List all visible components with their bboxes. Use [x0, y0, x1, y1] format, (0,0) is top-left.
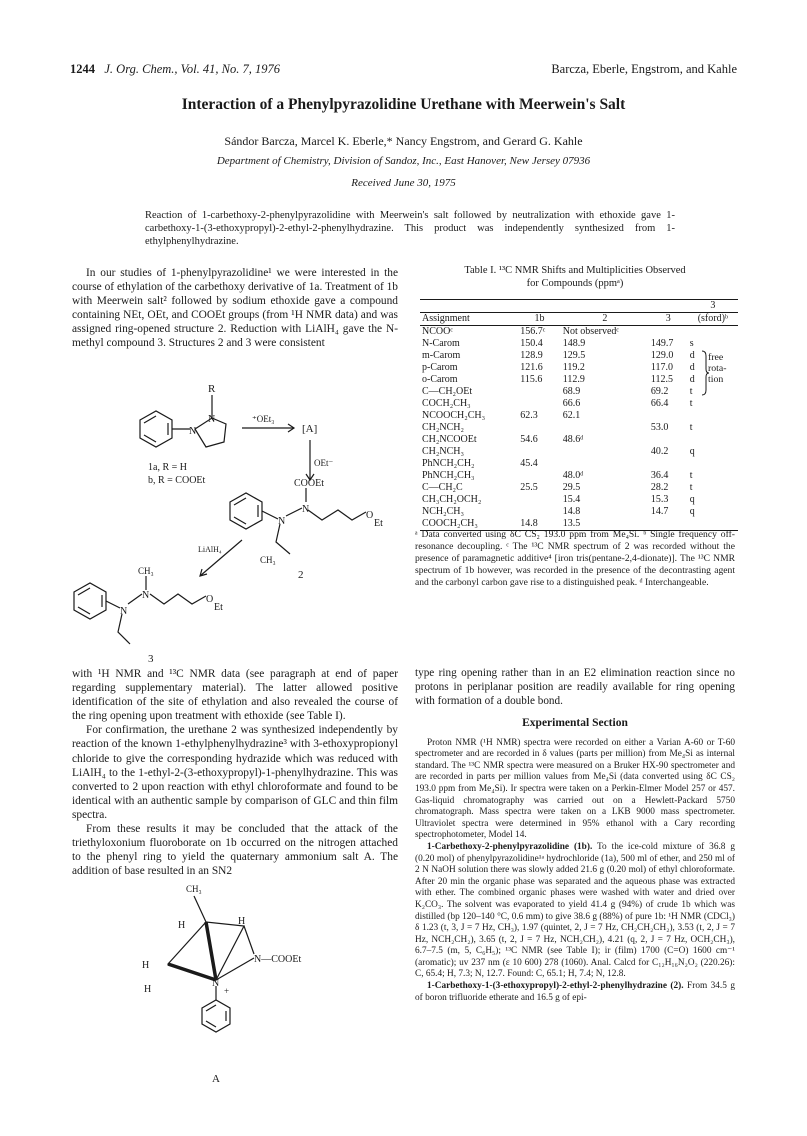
et-label-2: Et: [374, 518, 383, 529]
paper-title: Interaction of a Phenylpyrazolidine Urethane with Meerwein's Salt: [181, 96, 626, 113]
table-header-cell: 1b: [518, 313, 561, 326]
paragraph: From these results it may be concluded that the attack of the triethyloxonium fluoroborate on 1b occurred on the nitrogen attached to the phenyl ring to yield the quaternary ammonium salt A. The addition of base resulted in an SN2: [72, 823, 398, 878]
table-footnotes: ᵃ Data converted using δC CS₂ 193.0 ppm from Me₄Si. ᵇ Single frequency off-resonance decoupling. ᶜ The ¹³C NMR spectrum of 2 was recorded without the presence of paramagnetic additive⁴ [iron tris(pentane-2,4-dionate)]. The ¹³C NMR spectrum of 1b however, was recorded in the presence of the decontrasting agent and the carbonyl carbon gave rise to a distinguished peak. ᵈ Interchangeable.: [415, 529, 735, 588]
compound-2-structure: [230, 488, 366, 554]
table-cell: [518, 398, 561, 410]
table-cell: s: [689, 338, 694, 349]
paragraph: 1-Carbethoxy-1-(3-ethoxypropyl)-2-ethyl-2-phenylhydrazine (2). From 34.5 g of boron trifluoride etherate and 16.5 g of epi-: [415, 981, 735, 1003]
table-header-cell: 2: [561, 313, 649, 326]
table-row: [420, 410, 738, 422]
table-cell: m-Carom: [422, 350, 461, 361]
label-1a: 1a, R = H: [148, 462, 187, 473]
table-cell: 68.9: [562, 386, 581, 397]
table-row: [420, 374, 738, 386]
brace-icon: [701, 350, 709, 396]
table-cell: [688, 326, 738, 339]
author-list: Sándor Barcza, Marcel K. Eberle,* Nancy Engstrom, and Gerard G. Kahle: [224, 134, 583, 148]
experimental-heading: Experimental Section: [522, 717, 628, 729]
table-cell: 28.2: [650, 482, 669, 493]
table-header-cell: (sford)ᵇ: [688, 313, 738, 326]
svg-text:H: H: [144, 984, 152, 995]
compound-2-number: 2: [298, 569, 304, 581]
table-cell: 149.7: [650, 338, 674, 349]
table-cell: CH₂NCH₂: [422, 422, 464, 433]
svg-text:N: N: [212, 978, 220, 989]
table-cell: CH₂NCH₃: [422, 446, 464, 457]
table-cell: d: [689, 350, 695, 361]
ch3-label-2: CH₃: [260, 555, 276, 565]
compound-heading: 1-Carbethoxy-1-(3-ethoxypropyl)-2-ethyl-2-phenylhydrazine (2).: [427, 981, 684, 992]
table-cell: 112.5: [650, 374, 674, 385]
table-cell: t: [689, 398, 693, 409]
table-cell: CH₂NCOOEt: [422, 434, 477, 445]
table-1: [420, 299, 738, 531]
table-cell: 29.5: [562, 482, 581, 493]
compound-3-structure: [74, 576, 206, 644]
table-row: [420, 386, 738, 398]
table-row: [420, 350, 738, 362]
table-cell: 45.4: [520, 458, 538, 469]
table-cell: [561, 422, 649, 434]
table-cell: 54.6: [520, 434, 538, 445]
table-cell: [561, 458, 649, 470]
table-header-cell: 3: [649, 313, 688, 326]
structure-a: [120, 882, 360, 1088]
table-cell: p-Carom: [422, 362, 458, 373]
svg-text:N: N: [302, 504, 310, 515]
svg-text:O: O: [366, 510, 374, 521]
table-cell: [518, 446, 561, 458]
table-title: Table I. ¹³C NMR Shifts and Multiplicities Observed for Compounds (ppmᵃ): [464, 265, 686, 289]
et-label-3: Et: [214, 602, 223, 613]
svg-text:N: N: [142, 590, 150, 601]
table-cell: [688, 434, 738, 446]
compound-heading: 1-Carbethoxy-2-phenylpyrazolidine (1b).: [427, 841, 593, 852]
table-cell: 15.4: [562, 494, 581, 505]
table-cell: [688, 458, 738, 470]
reagent-lialh4: LiAlH₄: [198, 545, 222, 554]
table-row: [420, 362, 738, 374]
table-cell: t: [689, 470, 693, 481]
intermediate-a-bracket: [A]: [302, 423, 318, 435]
svg-text:O: O: [206, 594, 214, 605]
abstract: Reaction of 1-carbethoxy-2-phenylpyrazolidine with Meerwein's salt followed by neutralization with ethoxide gave 1-carbethoxy-1-(3-ethoxypropyl)-2-ethyl-2-phenylhydrazine. This product was independently synthesized from 1-ethylphenylhydrazine.: [145, 210, 675, 247]
table-cell: 117.0: [650, 362, 674, 373]
ch3-label-a: CH₃: [186, 884, 202, 894]
table-cell: Not observedᶜ: [562, 326, 619, 337]
svg-text:H: H: [238, 916, 246, 927]
table-cell: 156.7ᶜ: [520, 326, 546, 337]
cooet-label: COOEt: [294, 478, 324, 489]
table-row: [420, 482, 738, 494]
table-cell: o-Carom: [422, 374, 458, 385]
table-cell: C—CH₂C: [422, 482, 463, 493]
svg-text:N: N: [189, 426, 197, 437]
paragraph: 1-Carbethoxy-2-phenylpyrazolidine (1b). To the ice-cold mixture of 36.8 g (0.20 mol) of phenylpyrazolidine¹ᵃ hydrochloride (1a), 500 ml of ether, and 250 ml of 2 N NaOH solution there was slowly added 21.6 g (0.20 mol) of ethyl chloroformate. After 20 min the organic phase was separated and the aqueous phase was extracted with ether. The combined organic phases were washed with water and dried over K₂CO₃. The solvent was evaporated to yield 41.4 g (94%) of crude 1b which was distilled (bp 120–140 °C, 0.6 mm) to give 38.6 g (88%) of pure 1b: ¹H NMR (CDCl₃) δ 1.23 (t, 3, J = 7 Hz, CH₃), 1.97 (quintet, 2, J = 7 Hz, CH₂CH₂CH₂), 3.53 (t, 2, J = 7 Hz, NCH₂CH₂), 3.65 (t, 2, J = 7 Hz, NCH₂CH₂), 4.21 (q, 2, J = 7 Hz, OCH₂CH₃), 6.7–7.5 (m, 5, C₆H₅); ¹³C NMR (see Table I); ir (film) 1700 (C=O) 1600 cm⁻¹ (aromatic); uv 237 nm (ε 10 600) 278 (1060). Anal. Calcd for C₁₂H₁₆N₂O₂ (220.26): C, 65.4; H, 7.3; N, 12.7. Found: C, 65.1; H, 7.4; N, 12.8.: [415, 841, 736, 980]
table-row: [420, 494, 738, 506]
table-row: [420, 326, 738, 339]
table-cell: 14.8: [562, 506, 581, 517]
table-cell: CH₃CH₂OCH₂: [422, 494, 482, 505]
table-cell: 62.1: [562, 410, 581, 421]
table-cell: 40.2: [650, 446, 669, 457]
ch3-label-3: CH₃: [138, 566, 154, 576]
svg-text:H: H: [178, 920, 186, 931]
table-row: [420, 398, 738, 410]
table-cell: [518, 494, 561, 506]
svg-text:N: N: [120, 606, 128, 617]
table-cell: 36.4: [650, 470, 669, 481]
table-cell: 115.6: [520, 374, 543, 385]
table-cell: 148.9: [562, 338, 586, 349]
affiliation: Department of Chemistry, Division of Sandoz, Inc., East Hanover, New Jersey 07936: [216, 155, 591, 167]
table-cell: q: [689, 494, 695, 505]
structure-a-label: A: [212, 1073, 220, 1085]
table-cell: 62.3: [520, 410, 538, 421]
paragraph: Proton NMR (¹H NMR) spectra were recorded on either a Varian A-60 or T-60 spectrometer and are recorded in δ values (parts per million) from Me₄Si as internal standard. The ¹³C NMR spectra were measured on a Bruker HX-90 spectrometer and are recorded in parts per million values from Me₄Si (data converted using δC CS₂ 193.0 ppm from Me₄Si). Ir spectra were taken on a Perkin-Elmer Model 257 or 457. Gas-liquid chromatography was carried out on a Hewlett-Packard 5750 chromatograph. Mass spectra were taken on a LKB 9000 mass spectrometer. Ultraviolet spectra were determined in 95% ethanol with a Cary recording spectrophotometer, Model 14.: [415, 737, 735, 841]
table-cell: 14.7: [650, 506, 669, 517]
reagent-oet3: ⁺OEt₃: [252, 414, 275, 424]
table-cell: 121.6: [520, 362, 543, 373]
journal-citation: J. Org. Chem., Vol. 41, No. 7, 1976: [104, 62, 280, 76]
paragraph: In our studies of 1-phenylpyrazolidine¹ we were interested in the course of ethylation of the carbethoxy derivative of 1a. Treatment of 1b with Meerwein salt² followed by sodium ethoxide gave a compound containing NEt, OEt, and COOEt groups (from ¹H NMR data) and was assigned ring-opened structure 2. Reduction with LiAlH₄ gave the N-methyl compound 3. Structures 2 and 3 were consistent: [72, 267, 398, 350]
table-cell: PhNCH₂CH₃: [422, 470, 475, 481]
running-authors: Barcza, Eberle, Engstrom, and Kahle: [551, 62, 737, 76]
paragraph: For confirmation, the urethane 2 was synthesized independently by reaction of the known 1-ethylphenylhydrazine³ with 3-ethoxypropionyl chloride to give the corresponding hydrazide which was reduced with LiAlH₄ to the 1-ethyl-2-(3-ethoxypropyl)-1-phenylhydrazine. This was converted to 2 upon reaction with ethyl chloroformate and found to be identical with an authentic sample by comparison of GLC and thin film spectra.: [72, 724, 398, 821]
table-row: [420, 338, 738, 350]
table-cell: [518, 506, 561, 518]
table-cell: COOCH₂CH₃: [420, 518, 518, 531]
table-cell: q: [689, 446, 695, 457]
svg-text:+: +: [224, 986, 230, 996]
page-number: 1244: [70, 62, 95, 76]
table-row: [420, 506, 738, 518]
table-cell: 14.8: [518, 518, 561, 531]
svg-text:H: H: [142, 960, 150, 971]
right-column: [415, 666, 735, 1004]
table-cell: [649, 410, 688, 422]
table-cell: t: [689, 386, 693, 397]
table-cell: 69.2: [650, 386, 669, 397]
table-cell: [561, 446, 649, 458]
table-header-cell: Assignment: [420, 313, 518, 326]
svg-text:N: N: [208, 414, 216, 425]
table-row: [420, 434, 738, 446]
table-cell: 53.0: [650, 422, 669, 433]
running-header-left: [70, 62, 280, 77]
table-row: [420, 458, 738, 470]
table-cell: [649, 434, 688, 446]
table-row: [420, 422, 738, 434]
left-column-intro: [72, 266, 398, 351]
received-date: Received June 30, 1975: [351, 177, 456, 189]
reagent-oet: OEt⁻: [314, 458, 334, 468]
table-cell: 25.5: [520, 482, 538, 493]
table-cell: 66.4: [650, 398, 669, 409]
table-cell: 15.3: [650, 494, 669, 505]
paragraph: type ring opening rather than in an E2 elimination reaction since no protons in periplanar position are readily available for ring opening with formation of a double bond.: [415, 667, 735, 707]
label-1b: b, R = COOEt: [148, 475, 206, 486]
table-row: [420, 470, 738, 482]
table-row: [420, 446, 738, 458]
table-cell: q: [689, 506, 695, 517]
table-cell: NCOOᶜ: [422, 326, 453, 337]
table-cell: [649, 326, 688, 339]
table-cell: d: [689, 374, 695, 385]
table-cell: COCH₂CH₃: [422, 398, 471, 409]
table-cell: 129.5: [562, 350, 586, 361]
table-cell: 66.6: [562, 398, 581, 409]
table-cell: 128.9: [520, 350, 543, 361]
table-cell: 13.5: [561, 518, 649, 531]
table-cell: 119.2: [562, 362, 585, 373]
table-cell: [518, 422, 561, 434]
table-cell: 129.0: [650, 350, 674, 361]
compound-3-number: 3: [148, 653, 154, 665]
table-cell: t: [689, 482, 693, 493]
table-cell: 48.6ᵈ: [562, 434, 584, 445]
table-cell: 150.4: [520, 338, 543, 349]
free-rotation-note: free rota- tion: [708, 352, 727, 385]
svg-text:N: N: [278, 516, 286, 527]
table-cell: 48.0ᵈ: [562, 470, 584, 481]
col-3-top: 3: [688, 300, 738, 313]
table-cell: 112.9: [562, 374, 585, 385]
table-cell: [518, 470, 561, 482]
left-column-body: [72, 667, 398, 878]
reaction-scheme: [72, 362, 398, 666]
table-cell: PhNCH₂CH₂: [422, 458, 475, 469]
r-label: R: [208, 383, 216, 395]
table-cell: C—CH₂OEt: [422, 386, 473, 397]
structure-a-n-cooet: N—COOEt: [254, 954, 302, 965]
paragraph: with ¹H NMR and ¹³C NMR data (see paragraph at end of paper regarding supplementary material). The latter allowed positive identification of the site of ethylation and also revealed the course of the ring opening upon treatment with ethoxide (see Table I).: [72, 668, 398, 723]
table-cell: NCOOCH₂CH₃: [422, 410, 486, 421]
table-cell: [649, 458, 688, 470]
table-cell: [688, 410, 738, 422]
table-cell: N-Carom: [422, 338, 460, 349]
table-cell: d: [689, 362, 695, 373]
table-cell: [518, 386, 561, 398]
table-cell: t: [689, 422, 693, 433]
table-cell: NCH₂CH₃: [422, 506, 464, 517]
